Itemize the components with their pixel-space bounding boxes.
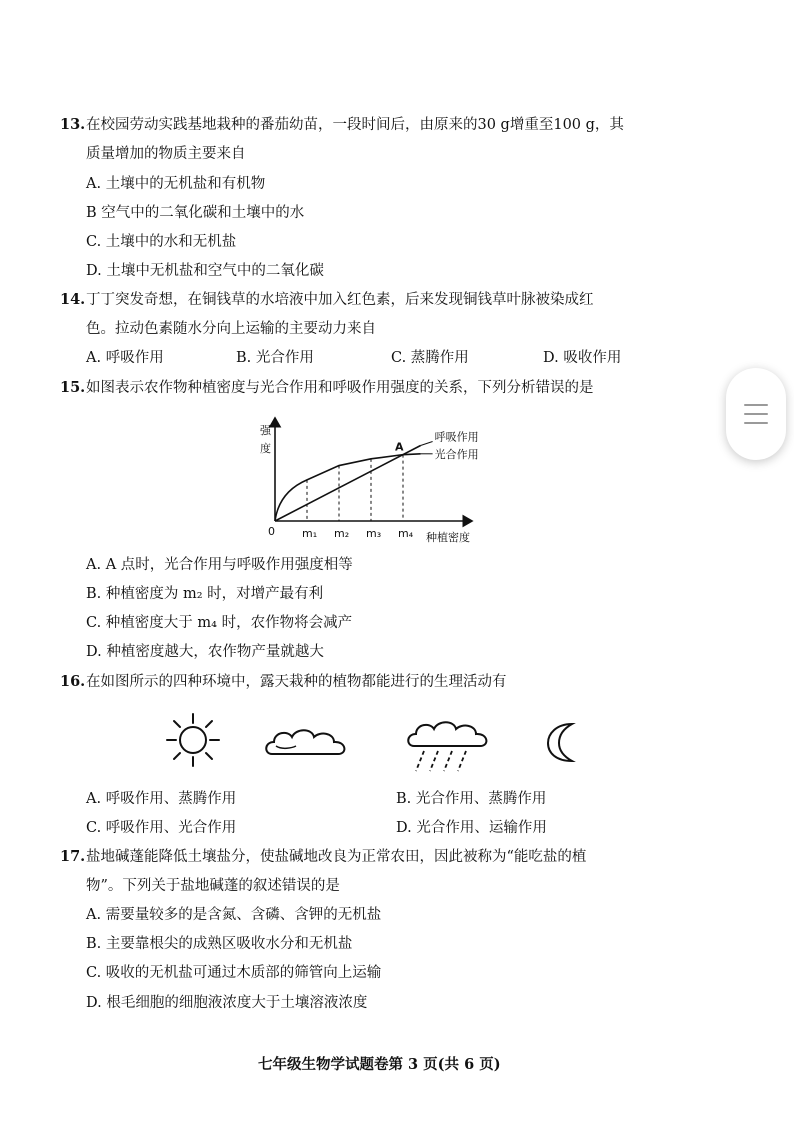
q13-option-a: A. 土壤中的无机盐和有机物 (86, 176, 266, 192)
x-axis-label: 种植密度 (426, 531, 470, 544)
series-line-2 (275, 454, 421, 521)
q13-number: 13. (60, 116, 86, 133)
q15-number: 15. (60, 379, 86, 396)
q17-option-a: A. 需要量较多的是含氮、含磷、含钾的无机盐 (86, 907, 382, 923)
cloud-icon (262, 724, 352, 764)
sun-icon (165, 712, 221, 768)
q13-option-d: D. 土壤中无机盐和空气中的二氧化碳 (86, 263, 324, 279)
point-a-label: A (395, 440, 404, 454)
series-line-1 (275, 445, 421, 521)
q16-stem-line1: 在如图所示的四种环境中，露天栽种的植物都能进行的生理活动有 (86, 674, 507, 690)
x-tick-label: m₁ (302, 527, 318, 540)
q17-option-d: D. 根毛细胞的细胞液浓度大于土壤溶液浓度 (86, 995, 368, 1011)
menu-line-icon (744, 422, 768, 424)
q14-number: 14. (60, 291, 86, 308)
page-footer: 七年级生物学试题卷第 3 页(共 6 页) (258, 1056, 501, 1073)
series-label-1: 呼吸作用 (434, 430, 479, 444)
q17-number: 17. (60, 848, 86, 865)
rain-cloud-icon (404, 716, 494, 778)
q14-option-d: D. 吸收作用 (543, 350, 622, 366)
q13-stem-line1: 在校园劳动实践基地栽种的番茄幼苗，一段时间后，由原来的30 g增重至100 g，其 (86, 117, 624, 133)
q15-option-d: D. 种植密度越大，农作物产量就越大 (86, 644, 324, 660)
q14-option-b: B. 光合作用 (236, 350, 314, 366)
q17-stem-line2: 物”。下列关于盐地碱蓬的叙述错误的是 (86, 878, 340, 894)
q16-option-a: A. 呼吸作用、蒸腾作用 (86, 791, 237, 807)
q17-option-c: C. 吸收的无机盐可通过木质部的筛管向上运输 (86, 965, 382, 981)
x-tick-label: m₄ (398, 527, 414, 540)
side-menu-handle[interactable] (726, 368, 786, 460)
series-label-2: 光合作用 (434, 447, 479, 461)
q15-option-c: C. 种植密度大于 m₄ 时，农作物将会减产 (86, 615, 353, 631)
q13-stem-line2: 质量增加的物质主要来自 (86, 146, 246, 162)
q14-option-a: A. 呼吸作用 (86, 350, 164, 366)
q16-option-d: D. 光合作用、运输作用 (396, 820, 547, 836)
y-axis-label: 度 (260, 442, 271, 455)
q15-option-a: A. A 点时，光合作用与呼吸作用强度相等 (86, 557, 353, 573)
q15-stem-line1: 如图表示农作物种植密度与光合作用和呼吸作用强度的关系，下列分析错误的是 (86, 380, 594, 396)
origin-label: 0 (268, 525, 275, 538)
q17-stem-line1: 盐地碱蓬能降低土壤盐分，使盐碱地改良为正常农田，因此被称为“能吃盐的植 (86, 849, 587, 865)
q14-stem-line1: 丁丁突发奇想，在铜钱草的水培液中加入红色素，后来发现铜钱草叶脉被染成红 (86, 292, 594, 308)
q16-option-b: B. 光合作用、蒸腾作用 (396, 791, 547, 807)
q14-option-c: C. 蒸腾作用 (391, 350, 469, 366)
q13-option-b: B 空气中的二氧化碳和土壤中的水 (86, 205, 305, 221)
moon-icon (542, 720, 586, 764)
y-axis-label: 强 (260, 424, 271, 437)
menu-line-icon (744, 413, 768, 415)
q16-number: 16. (60, 673, 86, 690)
q14-stem-line2: 色。拉动色素随水分向上运输的主要动力来自 (86, 321, 376, 337)
series-leader-1 (421, 441, 433, 445)
q15-option-b: B. 种植密度为 m₂ 时，对增产最有利 (86, 586, 324, 602)
q17-option-b: B. 主要靠根尖的成熟区吸收水分和无机盐 (86, 936, 353, 952)
x-tick-label: m₃ (366, 527, 382, 540)
menu-line-icon (744, 404, 768, 406)
q16-option-c: C. 呼吸作用、光合作用 (86, 820, 237, 836)
q13-option-c: C. 土壤中的水和无机盐 (86, 234, 237, 250)
x-tick-label: m₂ (334, 527, 350, 540)
